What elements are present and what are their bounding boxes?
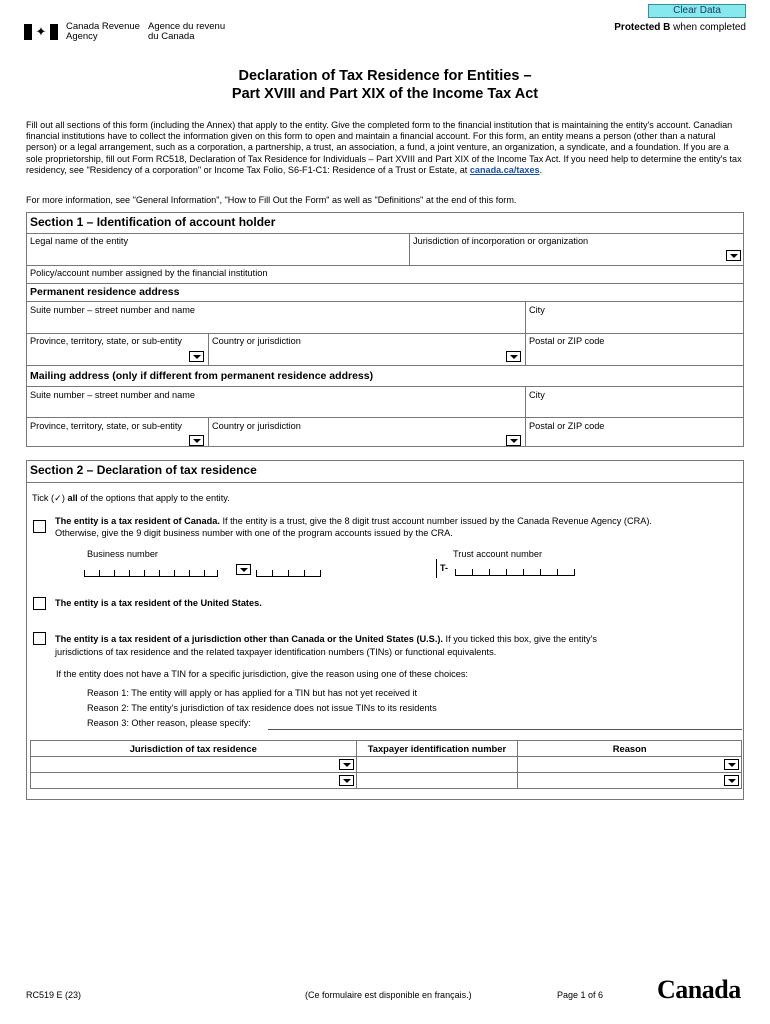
form-title-line2: Part XVIII and Part XIX of the Income Tax Act bbox=[231, 86, 539, 102]
agency-name-fr: Agence du revenu du Canada bbox=[148, 21, 226, 42]
perm-country-label: Country or jurisdiction bbox=[212, 336, 301, 346]
trust-account-field[interactable]: T- bbox=[436, 559, 574, 578]
other-reason-field[interactable] bbox=[268, 729, 742, 730]
jurisdiction-incorporation-dropdown[interactable] bbox=[726, 250, 741, 261]
jurisdiction-header: Jurisdiction of tax residence bbox=[31, 741, 357, 757]
mail-postal-label: Postal or ZIP code bbox=[529, 421, 605, 431]
canada-resident-checkbox[interactable] bbox=[33, 520, 46, 533]
table-row bbox=[31, 757, 742, 773]
other-resident-line2: jurisdictions of tax residence and the related taxpayer identification numbers (TINs) or functional equivalents. bbox=[55, 647, 497, 657]
jurisdiction-dropdown[interactable] bbox=[339, 759, 354, 770]
legal-name-label: Legal name of the entity bbox=[30, 236, 129, 246]
perm-province-dropdown[interactable] bbox=[189, 351, 204, 362]
no-tin-instruction: If the entity does not have a TIN for a specific jurisdiction, give the reason using one of these choices: bbox=[56, 669, 468, 679]
perm-country-dropdown[interactable] bbox=[506, 351, 521, 362]
intro-paragraph: Fill out all sections of this form (including the Annex) that apply to the entity. Give the completed form to the financial institution that is maintaining the entity's account. Canadian financial institutions have to collect the information given on this form to open and maintain a financial account. For this form, an entity means a person (other than a natural person) or a legal arrangement, such as a corporation, a partnership, a trust, an association, a fund, a joint venture, an organization, a syndicate, and a foundation. If you are a sole proprietorship, fill out Form RC518, Declaration of Tax Residence for Individuals – Part XVIII and Part XIX of the Income Tax Act. If you need help to determine the entity's tax residency, see "Residency of a corporation" or Income Tax Folio, S6-F1-C1: Residence of a Trust or Estate, at canada.ca/taxes. bbox=[26, 120, 742, 175]
page-number: Page 1 of 6 bbox=[557, 990, 604, 1000]
mail-suite-label: Suite number – street number and name bbox=[30, 390, 195, 400]
business-number-label: Business number bbox=[87, 549, 158, 559]
other-resident-checkbox[interactable] bbox=[33, 632, 46, 645]
perm-city-label: City bbox=[529, 305, 545, 315]
canada-wordmark: Canada bbox=[657, 975, 741, 1004]
agency-name-en: Canada Revenue Agency bbox=[66, 21, 140, 42]
reason-cell[interactable] bbox=[518, 773, 742, 789]
reason2-text: Reason 2: The entity's jurisdiction of tax residence does not issue TINs to its residents bbox=[87, 703, 437, 713]
canada-resident-label: The entity is a tax resident of Canada. If the entity is a trust, give the 8 digit trust account number issued by the Canada Revenue Agency (CRA). bbox=[55, 516, 652, 526]
other-resident-label: The entity is a tax resident of a jurisdiction other than Canada or the United States (U.S.). If you ticked this box, give the entity's bbox=[55, 634, 597, 644]
jurisdiction-cell[interactable] bbox=[31, 757, 357, 773]
jurisdiction-table bbox=[30, 740, 742, 789]
mail-city-label: City bbox=[529, 390, 545, 400]
tick-instruction: Tick (✓) all of the options that apply to the entity. bbox=[32, 493, 230, 503]
reason-dropdown[interactable] bbox=[724, 759, 739, 770]
tin-cell[interactable] bbox=[356, 757, 518, 773]
section1-panel bbox=[26, 212, 744, 447]
us-resident-label: The entity is a tax resident of the United States. bbox=[55, 598, 262, 608]
mailing-address-heading: Mailing address (only if different from permanent residence address) bbox=[30, 370, 374, 382]
canada-taxes-link[interactable]: canada.ca/taxes bbox=[469, 164, 540, 175]
reason-dropdown[interactable] bbox=[724, 775, 739, 786]
reason-cell[interactable] bbox=[518, 757, 742, 773]
mail-province-dropdown[interactable] bbox=[189, 435, 204, 446]
section2-title: Section 2 – Declaration of tax residence bbox=[30, 463, 257, 477]
canada-flag-icon: ✦ bbox=[24, 24, 58, 40]
tin-cell[interactable] bbox=[356, 773, 518, 789]
form-code: RC519 E (23) bbox=[26, 990, 82, 1000]
jurisdiction-cell[interactable] bbox=[31, 773, 357, 789]
mail-country-dropdown[interactable] bbox=[506, 435, 521, 446]
section1-title: Section 1 – Identification of account holder bbox=[30, 215, 276, 229]
protected-b-label: Protected B when completed bbox=[614, 22, 746, 33]
tin-header: Taxpayer identification number bbox=[356, 741, 518, 757]
clear-data-button[interactable]: Clear Data bbox=[648, 4, 746, 18]
trust-account-label: Trust account number bbox=[453, 549, 543, 559]
business-number-field[interactable] bbox=[84, 567, 218, 577]
reason3-text: Reason 3: Other reason, please specify: bbox=[87, 718, 251, 728]
table-row bbox=[31, 773, 742, 789]
program-account-dropdown[interactable] bbox=[236, 564, 251, 575]
reason-header: Reason bbox=[518, 741, 742, 757]
mail-country-label: Country or jurisdiction bbox=[212, 421, 301, 431]
perm-province-label: Province, territory, state, or sub-entity bbox=[30, 336, 182, 346]
reason1-text: Reason 1: The entity will apply or has applied for a TIN but has not yet received it bbox=[87, 688, 418, 698]
jurisdiction-dropdown[interactable] bbox=[339, 775, 354, 786]
jurisdiction-incorporation-label: Jurisdiction of incorporation or organization bbox=[413, 236, 589, 246]
perm-suite-label: Suite number – street number and name bbox=[30, 305, 195, 315]
perm-postal-label: Postal or ZIP code bbox=[529, 336, 605, 346]
more-info-text: For more information, see "General Information", "How to Fill Out the Form" as well as "Definitions" at the end of this form. bbox=[26, 195, 517, 205]
mail-province-label: Province, territory, state, or sub-entity bbox=[30, 421, 182, 431]
us-resident-checkbox[interactable] bbox=[33, 597, 46, 610]
form-title-line1: Declaration of Tax Residence for Entities – bbox=[238, 68, 532, 84]
permanent-address-heading: Permanent residence address bbox=[30, 286, 180, 298]
canada-resident-line2: Otherwise, give the 9 digit business number with one of the program accounts issued by the CRA. bbox=[55, 528, 453, 538]
french-note: (Ce formulaire est disponible en français.) bbox=[305, 990, 472, 1000]
policy-number-label: Policy/account number assigned by the financial institution bbox=[30, 268, 268, 278]
program-account-number-field[interactable] bbox=[256, 567, 321, 577]
